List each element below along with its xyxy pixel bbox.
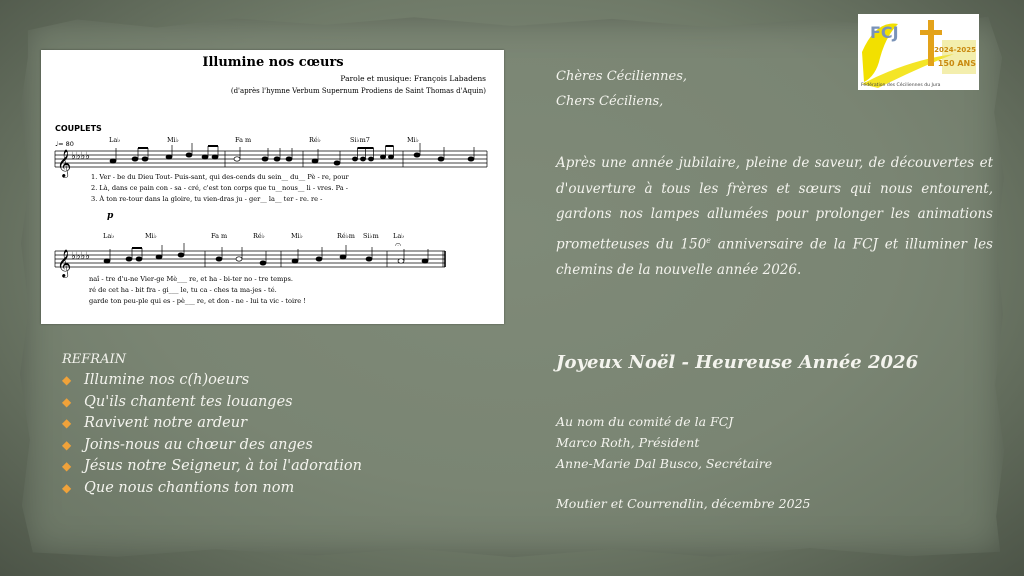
refrain-line-text: Ravivent notre ardeur (84, 415, 247, 431)
chords-row-1 (109, 136, 419, 144)
treble-clef-icon: 𝄞 (57, 149, 72, 177)
greeting-2: Chers Céciliens, (556, 94, 664, 109)
refrain-title: REFRAIN (62, 352, 126, 367)
chord-symbol: Fa m (211, 232, 228, 240)
refrain-line (62, 413, 482, 435)
staff-2 (55, 251, 445, 267)
chord-symbol: Fa m (235, 136, 252, 144)
sheet-music (41, 50, 504, 324)
refrain-line (62, 456, 482, 478)
refrain-line (62, 478, 482, 500)
verses-row-2 (89, 275, 306, 305)
signer-president: Marco Roth, Président (556, 435, 700, 450)
logo-cross-icon (928, 20, 934, 66)
refrain (62, 350, 482, 499)
refrain-line-text: Qu'ils chantent tes louanges (84, 393, 293, 410)
chord-symbol: La♭ (103, 232, 115, 240)
verse-line: 1. Ver - be du Dieu Tout- Puis-sant, qui des-cends du sein__ du__ Pè - re, pour (91, 173, 349, 181)
letter (556, 64, 993, 283)
fermata-icon: 𝄐 (395, 238, 402, 251)
refrain-line (62, 392, 482, 414)
bullet-icon: ◆ (62, 394, 72, 409)
logo-years: 2024-2025 (934, 46, 976, 54)
letter-body-part-2: anniversaire de la FCJ et illuminer les chemins de la nouvelle année 2026. (556, 236, 993, 278)
signature-intro: Au nom du comité de la FCJ (556, 414, 734, 429)
refrain-line (62, 435, 482, 457)
chord-symbol: La♭ (393, 232, 405, 240)
signature-block (556, 411, 772, 474)
chord-symbol: Mi♭ (145, 232, 157, 240)
song-credit-1: Parole et musique: François Labadens (340, 74, 486, 83)
holiday-wish: Joyeux Noël - Heureuse Année 2026 (556, 352, 919, 373)
letter-body-sup: e (706, 235, 711, 245)
letter-body-part-1: Après une année jubilaire, pleine de saveur, de découvertes et d'ouverture à tous les frères et sœurs qui nous entourent, gardons nos lampes allumées pour prolonger les animations prometteuses du 150 (556, 155, 993, 252)
notes-row-2 (104, 243, 428, 265)
verse-line: 3. À ton re-tour dans la gloire, tu vien-dras ju - ger__ la__ ter - re. re - (91, 195, 323, 203)
refrain-line-text: Jésus notre Seigneur, à toi l'adoration (84, 458, 362, 474)
logo-cross-icon (920, 30, 942, 35)
chord-symbol: La♭ (109, 136, 121, 144)
greeting-1: Chères Céciliennes, (556, 69, 688, 84)
bullet-icon: ◆ (62, 373, 72, 387)
verse-line: garde ton peu-ple qui es - pè___ re, et don - ne - lui ta vic - toire ! (89, 297, 306, 305)
chord-symbol: Mi♭ (167, 136, 179, 144)
song-title: Illumine nos cœurs (202, 55, 344, 70)
chord-symbol: Ré♭ (253, 232, 265, 240)
chord-symbol: Mi♭ (291, 232, 303, 240)
sheet-music-drawing (41, 50, 504, 324)
chord-symbol: Mi♭ (407, 136, 419, 144)
notes-row-1 (110, 143, 474, 165)
key-signature: ♭♭♭♭ (71, 251, 90, 262)
refrain-line (62, 370, 482, 392)
verse-line: ré de cet ha - bit fra - gi___ le, tu ca - ches ta ma-jes - té. (89, 286, 277, 294)
song-credit-2: (d'après l'hymne Verbum Supernum Prodiens de Saint Thomas d'Aquin) (230, 87, 486, 95)
verse-line: 2. Là, dans ce pain con - sa - cré, c'est ton corps que tu__nous__ li - vres. Pa - (91, 184, 348, 192)
dynamic-mark: p (107, 211, 114, 221)
logo-letters: FCJ (870, 23, 899, 42)
refrain-line-text: Que nous chantions ton nom (84, 479, 295, 496)
chord-symbol: Si♭m (363, 232, 379, 240)
chord-symbol: Si♭m7 (350, 136, 370, 144)
logo-anniversary: 150 ANS (937, 59, 976, 68)
verses-row-1 (91, 173, 349, 203)
tempo-mark: ♩= 80 (55, 140, 74, 148)
refrain-line-text: Illumine nos c(h)oeurs (84, 372, 250, 388)
chord-symbol: Ré♭m (337, 232, 355, 240)
chord-symbol: Ré♭ (309, 136, 321, 144)
letter-body (556, 151, 993, 283)
bullet-icon: ◆ (62, 480, 72, 495)
couplets-label: COUPLETS (55, 124, 102, 133)
refrain-list (62, 370, 482, 499)
key-signature: ♭♭♭♭ (71, 151, 90, 162)
staff-1 (55, 151, 487, 167)
bullet-icon: ◆ (62, 437, 72, 452)
logo-org-name: Fédération des Céciliennes du Jura (861, 83, 941, 88)
chords-row-2 (103, 232, 404, 240)
bullet-icon: ◆ (62, 459, 72, 473)
refrain-line-text: Joins-nous au chœur des anges (84, 436, 313, 453)
place-date: Moutier et Courrendlin, décembre 2025 (556, 496, 811, 511)
treble-clef-icon: 𝄞 (57, 249, 72, 277)
bullet-icon: ◆ (62, 416, 72, 430)
verse-line: naî - tre d'u-ne Vier-ge Mè___ re, et ha - bi-ter no - tre temps. (89, 275, 293, 283)
signer-secretary: Anne-Marie Dal Busco, Secrétaire (556, 456, 773, 471)
